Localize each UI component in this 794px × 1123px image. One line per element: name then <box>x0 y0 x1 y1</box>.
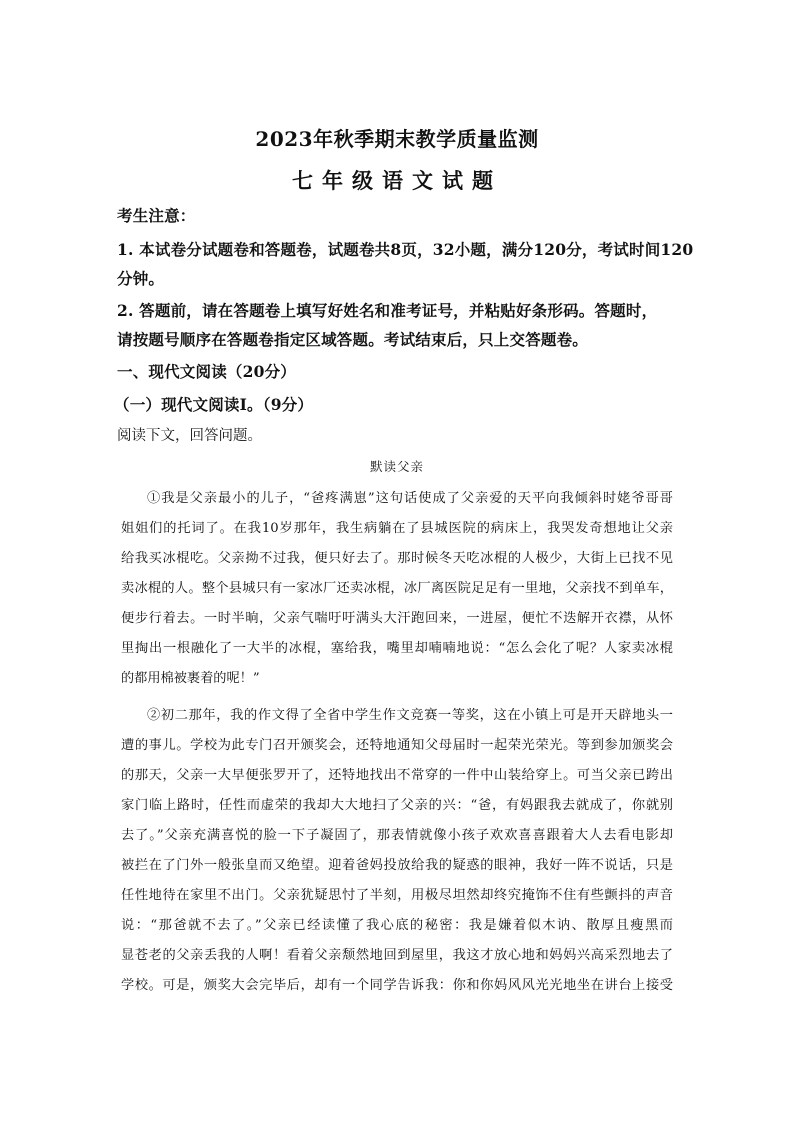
article-line: 卖冰棍的人。整个县城只有一家冰厂还卖冰棍，冰厂离医院足足有一里地，父亲找不到单车， <box>121 581 673 596</box>
notice-item-1-line-2: 分钟。 <box>117 269 165 288</box>
article-line: ②初二那年，我的作文得了全省中学生作文竞赛一等奖，这在小镇上可是开天辟地头一 <box>147 708 673 723</box>
article-line: 遭的事儿。学校为此专门召开颁奖会，还特地通知父母届时一起荣光荣光。等到参加颁奖会 <box>121 738 673 753</box>
article-line: 给我买冰棍吃。父亲拗不过我，便只好去了。那时候冬天吃冰棍的人极少，大街上已找不见 <box>121 551 673 566</box>
exam-subtitle: 七年级语文试题 <box>292 168 502 193</box>
article-line: 被拦在了门外一般张皇而又绝望。迎着爸妈投放给我的疑惑的眼神，我好一阵不说话，只是 <box>121 858 673 873</box>
article-line: 里掏出一根融化了一大半的冰棍，塞给我，嘴里却喃喃地说：“怎么会化了呢？人家卖冰棍 <box>121 641 673 656</box>
article-line: 学校。可是，颁奖大会完毕后，却有一个同学告诉我：你和你妈风风光光地坐在讲台上接受 <box>121 978 673 993</box>
article-title: 默读父亲 <box>369 459 424 474</box>
article-line: 家门临上路时，任性而虚荣的我却大大地扫了父亲的兴：“爸，有妈跟我去就成了，你就别 <box>121 798 673 813</box>
article-line: 便步行着去。一时半晌，父亲气喘吁吁满头大汗跑回来，一进屋，便忙不迭解开衣襟，从怀 <box>121 611 673 626</box>
article-line: 去了。”父亲充满喜悦的脸一下子凝固了，那表情就像小孩子欢欢喜喜跟着大人去看电影却 <box>121 828 673 843</box>
notice-heading: 考生注意： <box>117 206 196 225</box>
article-line: ①我是父亲最小的儿子，“爸疼满崽”这句话使成了父亲爱的天平向我倾斜时姥爷哥哥 <box>147 491 673 506</box>
article-line: 任性地待在家里不出门。父亲犹疑思忖了半刻，用极尽坦然却终究掩饰不住有些颤抖的声音 <box>121 888 673 903</box>
article-line: 姐姐们的托词了。在我10岁那年，我生病躺在了县城医院的病床上，我哭发奇想地让父亲 <box>121 521 673 536</box>
exam-title: 2023年秋季期末教学质量监测 <box>255 127 539 151</box>
article-line: 的那天，父亲一大早便张罗开了，还特地找出不常穿的一件中山装给穿上。可当父亲已跨出 <box>121 768 673 783</box>
instruction-text: 阅读下文，回答问题。 <box>117 428 262 444</box>
notice-item-1-line-1: 1. 本试卷分试题卷和答题卷，试题卷共8页，32小题，满分120分，考试时间120 <box>117 240 694 259</box>
notice-item-2-line-1: 2. 答题前，请在答题卷上填写好姓名和准考证号，并粘贴好条形码。答题时， <box>117 301 658 320</box>
article-line: 显苍老的父亲丢我的人啊！看着父亲颓然地回到屋里，我这才放心地和妈妈兴高采烈地去了 <box>121 948 673 963</box>
subsection-heading: （一）现代文阅读Ⅰ。（9分） <box>114 395 314 414</box>
notice-item-2-line-2: 请按题号顺序在答题卷指定区域答题。考试结束后，只上交答题卷。 <box>117 330 589 349</box>
article-line: 说：“那爸就不去了。”父亲已经读懂了我心底的秘密：我是嫌着似木讷、散厚且瘦黑而 <box>121 918 673 933</box>
article-line: 的都用棉被裹着的呢！” <box>121 671 260 686</box>
section-heading: 一、现代文阅读（20分） <box>117 362 296 381</box>
